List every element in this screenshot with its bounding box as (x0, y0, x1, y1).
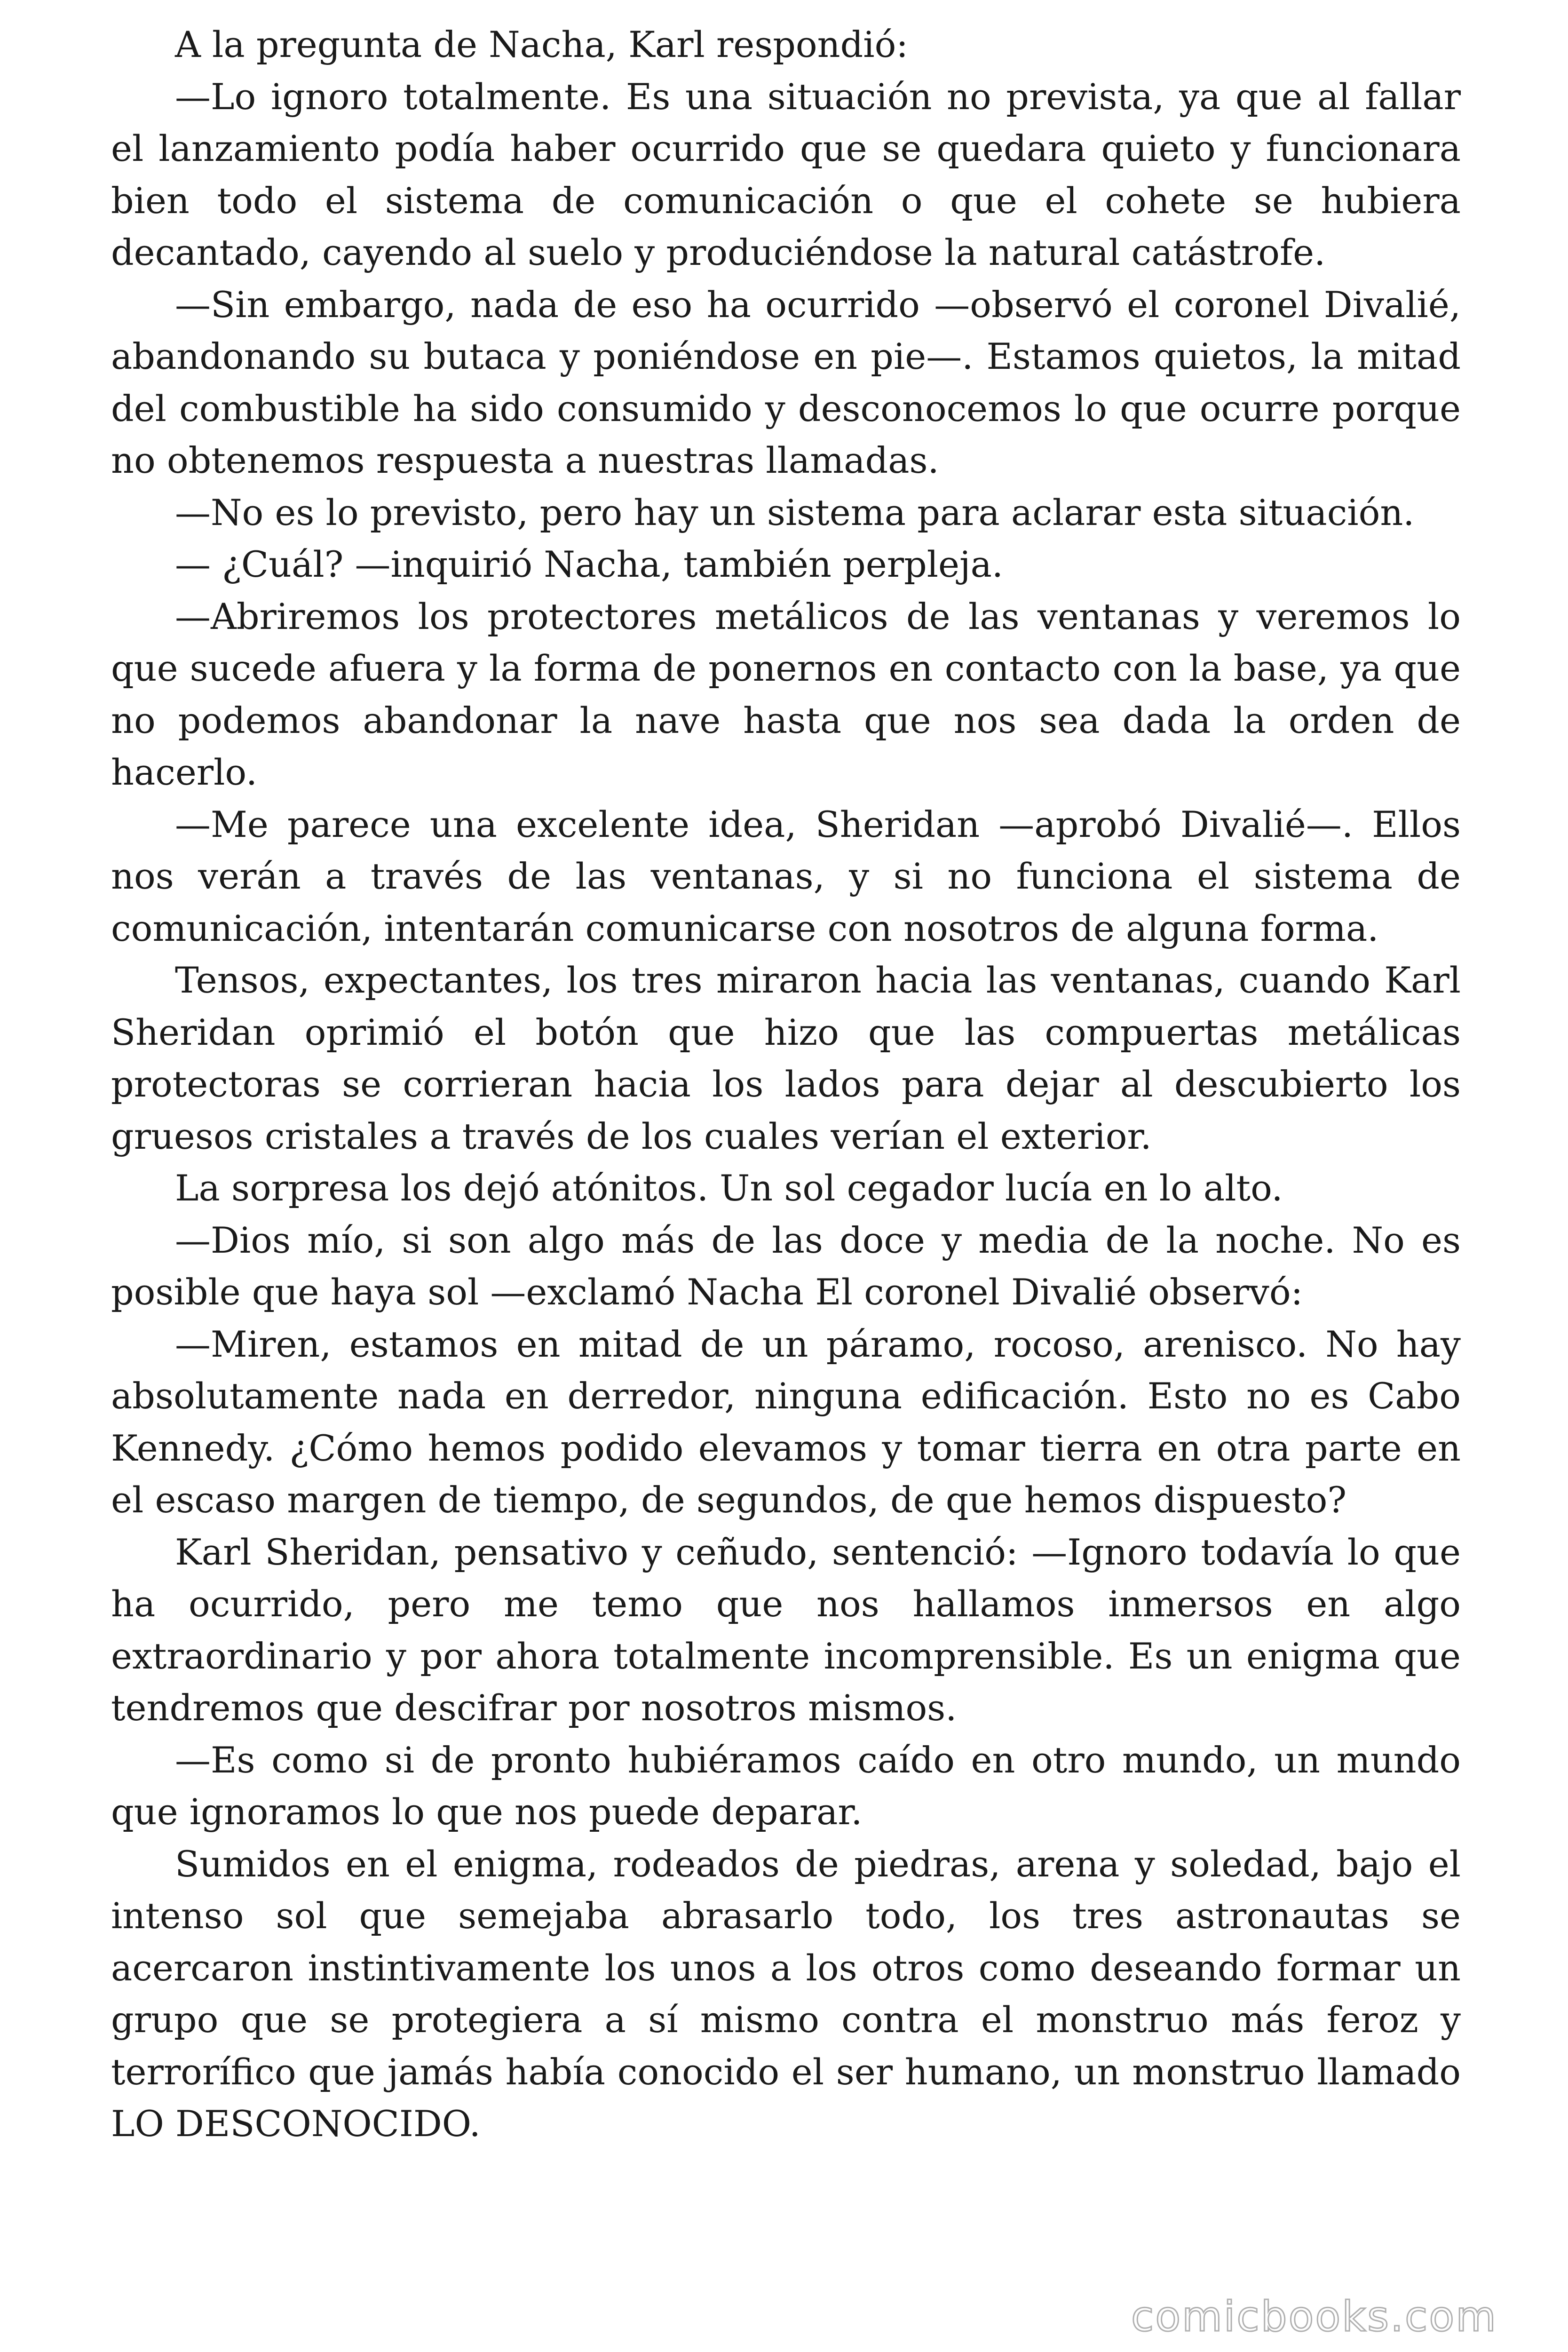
paragraph: — ¿Cuál? —inquirió Nacha, también perpleja. (175, 543, 1004, 585)
paragraph: —No es lo previsto, pero hay un sistema para aclarar esta situación. (175, 491, 1415, 533)
paragraph: Karl Sheridan, pensativo y ceñudo, sentenció: —Ignoro todavía lo que ha ocurrido, pero me temo que nos hallamos inmersos en algo extraordinario y por ahora totalmente incomprensible. Es un enigma que tendremos que descifrar por nosotros mismos. (111, 1531, 1461, 1729)
paragraph: —Lo ignoro totalmente. Es una situación no prevista, ya que al fallar el lanzamiento podía haber ocurrido que se quedara quieto y funcionara bien todo el sistema de comunicación o que el cohete se hubiera decantado, cayendo al suelo y produciéndose la natural catástrofe. (111, 75, 1461, 273)
paragraph: —Dios mío, si son algo más de las doce y media de la noche. No es posible que haya sol —exclamó Nacha El coronel Divalié observó: (111, 1219, 1461, 1313)
paragraph: —Es como si de pronto hubiéramos caído en otro mundo, un mundo que ignoramos lo que nos puede deparar. (111, 1739, 1461, 1833)
paragraph: Tensos, expectantes, los tres miraron hacia las ventanas, cuando Karl Sheridan oprimió el botón que hizo que las compuertas metálicas protectoras se corrieran hacia los lados para dejar al descubierto los gruesos cristales a través de los cuales verían el exterior. (111, 959, 1461, 1157)
paragraph: Sumidos en el enigma, rodeados de piedras, arena y soledad, bajo el intenso sol que semejaba abrasarlo todo, los tres astronautas se acercaron instintivamente los unos a los otros como deseando formar un grupo que se protegiera a sí mismo contra el monstruo más feroz y terrorífico que jamás había conocido el ser humano, un monstruo llamado LO DESCONOCIDO. (111, 1843, 1461, 2145)
paragraph: A la pregunta de Nacha, Karl respondió: (175, 24, 908, 65)
paragraph: —Me parece una excelente idea, Sheridan —aprobó Divalié—. Ellos nos verán a través de las ventanas, y si no funciona el sistema de comunicación, intentarán comunicarse con nosotros de alguna forma. (111, 803, 1461, 949)
paragraph: —Miren, estamos en mitad de un páramo, rocoso, arenisco. No hay absolutamente nada en derredor, ninguna edificación. Esto no es Cabo Kennedy. ¿Cómo hemos podido elevamos y tomar tierra en otra parte en el escaso margen de tiempo, de segundos, de que hemos dispuesto? (111, 1323, 1461, 1521)
paragraph: —Sin embargo, nada de eso ha ocurrido —observó el coronel Divalié, abandonando su butaca y poniéndose en pie—. Estamos quietos, la mitad del combustible ha sido consumido y desconocemos lo que ocurre porque no obtenemos respuesta a nuestras llamadas. (111, 283, 1461, 481)
page-body-text (111, 19, 1461, 2150)
watermark: comicbooks.com (1131, 2292, 1497, 2341)
paragraph: —Abriremos los protectores metálicos de las ventanas y veremos lo que sucede afuera y la forma de ponernos en contacto con la base, ya que no podemos abandonar la nave hasta que nos sea dada la orden de hacerlo. (111, 595, 1461, 793)
paragraph: La sorpresa los dejó atónitos. Un sol cegador lucía en lo alto. (175, 1167, 1283, 1209)
